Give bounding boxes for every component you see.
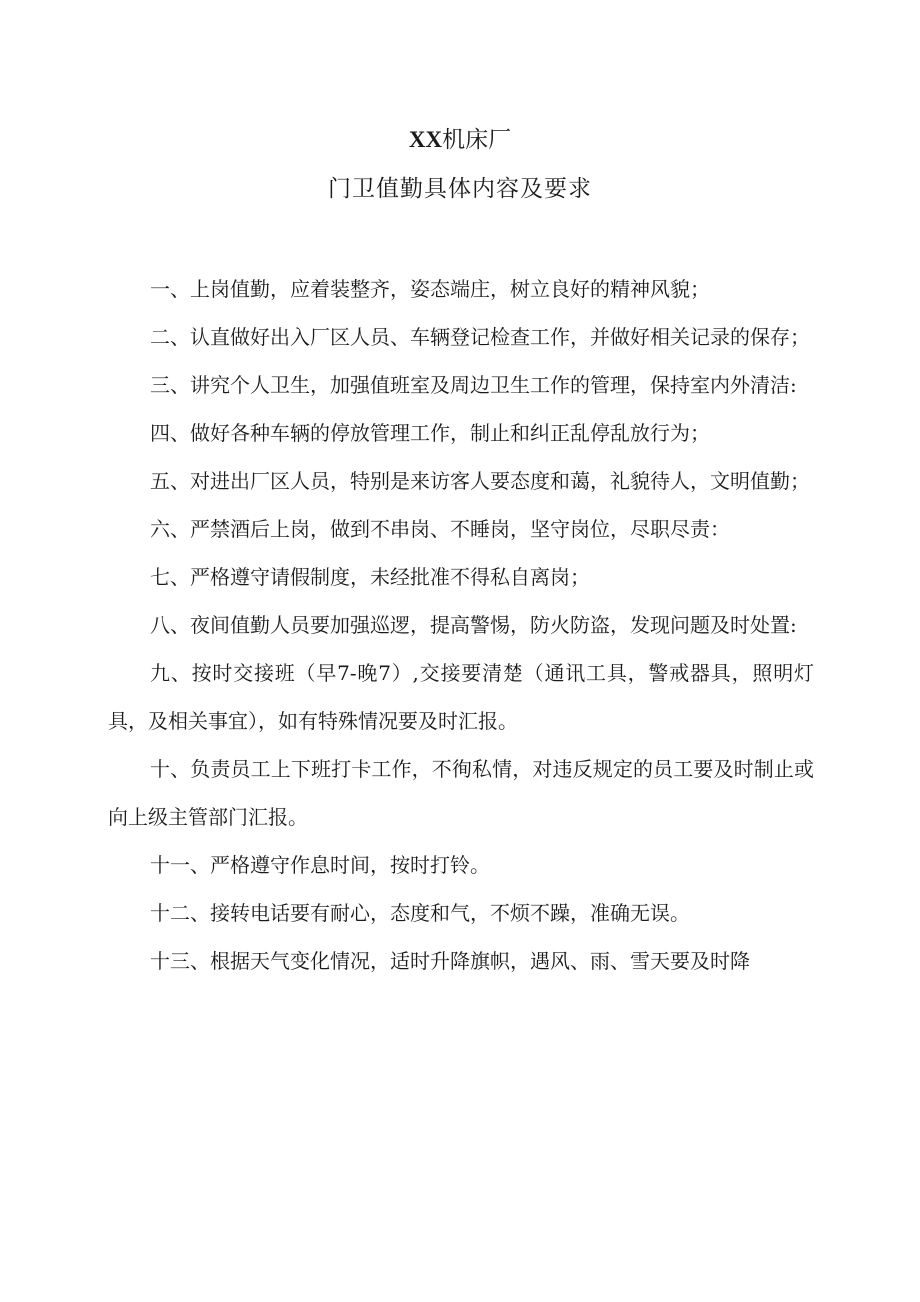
- paragraph-8: 八、夜间值勤人员要加强巡逻，提高警惕，防火防盗，发现问题及时处置:: [150, 613, 797, 637]
- title-latin: XX: [408, 127, 443, 152]
- paragraph-13: 十三、根据天气变化情况，适时升降旗帜，遇风、雨、雪天要及时降: [150, 949, 750, 973]
- paragraph-11: 十一、严格遵守作息时间，按时打铃。: [150, 853, 490, 877]
- paragraph-3: 三、讲究个人卫生，加强值班室及周边卫生工作的管理，保持室内外清洁:: [150, 373, 797, 397]
- document-title: [0, 125, 920, 155]
- document-body: [108, 265, 814, 985]
- paragraph-12: 十二、接转电话要有耐心，态度和气，不烦不躁，准确无误。: [150, 901, 690, 925]
- paragraph-5: 五、对进出厂区人员，特别是来访客人要态度和蔼，礼貌待人，文明值勤；: [150, 469, 810, 493]
- paragraph-10: 十、负责员工上下班打卡工作，不徇私情，对违反规定的员工要及时制止或向上级主管部门汇报。: [108, 757, 814, 829]
- document-subtitle: 门卫值勤具体内容及要求: [328, 176, 592, 202]
- paragraph-6: 六、严禁酒后上岗，做到不串岗、不睡岗，坚守岗位，尽职尽责：: [150, 517, 730, 541]
- paragraph-9: 九、按时交接班（早7-晚7）,交接要清楚（通讯工具，警戒器具，照明灯具，及相关事宜），如有特殊情况要及时汇报。: [108, 661, 814, 733]
- paragraph-1: 一、上岗值勤，应着装整齐，姿态端庄，树立良好的精神风貌；: [150, 277, 710, 301]
- paragraph-7: 七、严格遵守请假制度，未经批准不得私自离岗；: [150, 565, 590, 589]
- paragraph-2: 二、认直做好出入厂区人员、车辆登记检查工作，并做好相关记录的保存；: [150, 325, 810, 349]
- title-rest: 机床厂: [442, 127, 512, 153]
- paragraph-4: 四、做好各种车辆的停放管理工作，制止和纠正乱停乱放行为；: [150, 421, 710, 445]
